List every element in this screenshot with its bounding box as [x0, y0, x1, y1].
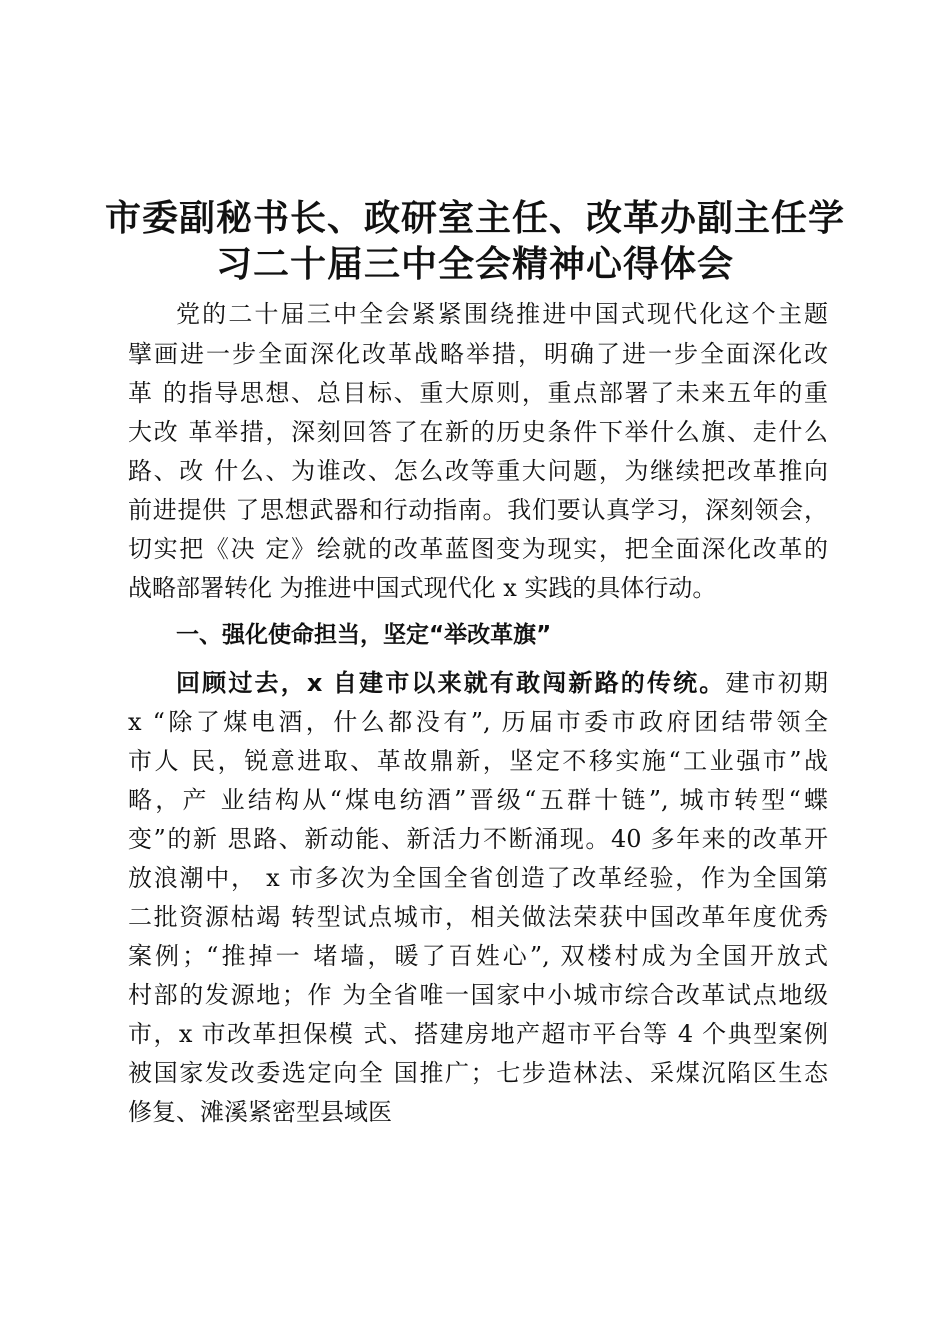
- intro-line: 前进提供 了思想武器和行动指南。我们要认真学习，深刻领会，: [128, 496, 828, 524]
- body-line: 村部的发源地；作 为全省唯一国家中小城市综合改革试点地级: [128, 981, 828, 1009]
- section-1-heading: 一、强化使命担当，坚定“举改革旗”: [176, 622, 552, 648]
- body-line: 放浪潮中， x 市多次为全国全省创造了改革经验，作为全国第: [128, 864, 828, 892]
- intro-line: 革 的指导思想、总目标、重大原则，重点部署了未来五年的重: [128, 379, 828, 407]
- intro-line: 擘画进一步全面深化改革战略举措，明确了进一步全面深化改: [128, 340, 828, 368]
- body-line: 市人 民，锐意进取、革故鼎新，坚定不移实施“工业强市”战: [128, 747, 828, 775]
- intro-line: 战略部署转化 为推进中国式现代化 x 实践的具体行动。: [128, 574, 717, 602]
- body-line: 案例；“推掉一 堵墙，暖了百姓心”, 双楼村成为全国开放式: [128, 942, 828, 970]
- body-line: 修复、滩溪紧密型县域医: [128, 1098, 392, 1126]
- body-line: 市，x 市改革担保模 式、搭建房地产超市平台等 4 个典型案例: [128, 1020, 828, 1048]
- body-line: 被国家发改委选定向全 国推广；七步造林法、采煤沉陷区生态: [128, 1059, 828, 1087]
- section-1-lead-bold: 回顾过去，x 自建市以来就有敢闯新路的传统。: [176, 669, 726, 697]
- intro-line: 党的二十届三中全会紧紧围绕推进中国式现代化这个主题: [176, 300, 828, 328]
- document-title-line-1: 市委副秘书长、政研室主任、改革办副主任学: [104, 198, 845, 239]
- body-line: 变”的新 思路、新动能、新活力不断涌现。40 多年来的改革开: [128, 825, 828, 853]
- body-line: 略，产 业结构从“煤电纺酒”晋级“五群十链”, 城市转型“蝶: [128, 786, 828, 814]
- body-line: x “除了煤电酒，什么都没有”, 历届市委市政府团结带领全: [128, 708, 828, 736]
- intro-line: 大改 革举措，深刻回答了在新的历史条件下举什么旗、走什么: [128, 418, 828, 446]
- section-1-lead-rest: 建市初期: [725, 669, 829, 697]
- intro-line: 路、改 什么、为谁改、怎么改等重大问题，为继续把改革推向: [128, 457, 828, 485]
- body-line: 二批资源枯竭 转型试点城市，相关做法荣获中国改革年度优秀: [128, 903, 828, 931]
- section-1-lead-line: [176, 668, 828, 698]
- document-title-line-2: 习二十届三中全会精神心得体会: [215, 244, 734, 285]
- intro-line: 切实把《决 定》绘就的改革蓝图变为现实，把全面深化改革的: [128, 535, 828, 563]
